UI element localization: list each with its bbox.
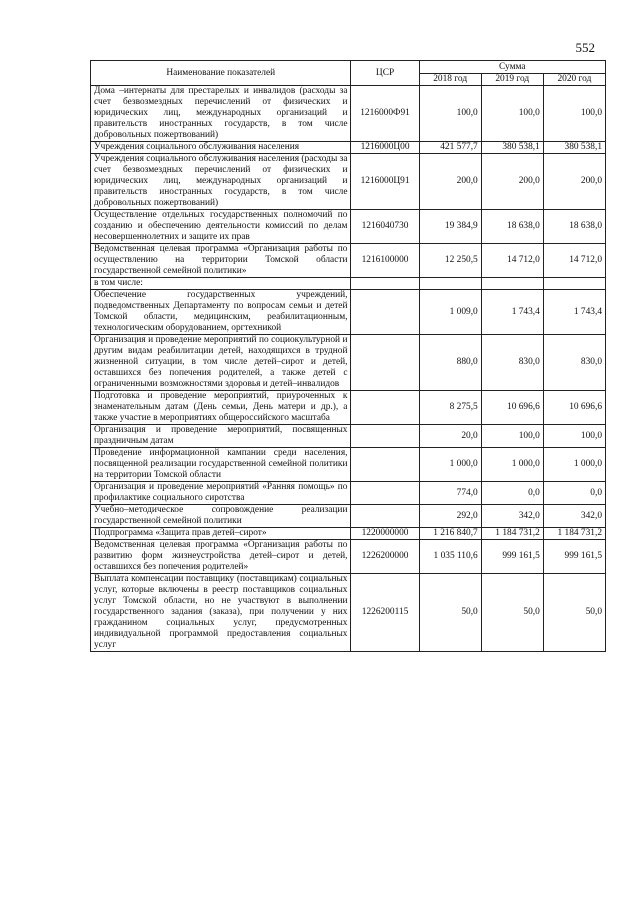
row-name: Проведение информационной кампании среди населения, посвященной реализации государственной семейной политики на территории Томской области [91,448,351,482]
row-name: Организация и проведение мероприятий, посвященных праздничным датам [91,425,351,448]
row-value-2018: 1 216 840,7 [419,528,481,540]
table-row [91,244,606,278]
row-csr: 1216100000 [351,244,419,278]
row-name: Учреждения социального обслуживания населения [91,142,351,154]
row-value-2020: 830,0 [543,335,605,391]
row-csr [351,335,419,391]
header-year-2020: 2020 год [543,74,605,86]
row-value-2018: 880,0 [419,335,481,391]
row-value-2019: 50,0 [481,574,543,652]
row-value-2020: 999 161,5 [543,540,605,574]
row-value-2020: 1 743,4 [543,290,605,335]
row-csr: 1216000Ц91 [351,154,419,210]
row-value-2020: 18 638,0 [543,210,605,244]
row-csr: 1216000Ф91 [351,86,419,142]
table-row [91,574,606,652]
table-row [91,278,606,290]
row-value-2019: 18 638,0 [481,210,543,244]
row-value-2020: 342,0 [543,505,605,528]
table-row [91,335,606,391]
row-name: Организация и проведение мероприятий по социокультурной и другим видам реабилитации детей, находящихся в трудной жизненной ситуации, в том числе детей–сирот и детей, оставшихся без попечения родителей, а также детей с ограниченными возможностями здоровья и детей–инвалидов [91,335,351,391]
table-row [91,290,606,335]
row-name: Дома –интернаты для престарелых и инвалидов (расходы за счет безвозмездных перечислений от физических и юридических лиц, международных организаций и правительств иностранных государств, в том числе добровольных пожертвований) [91,86,351,142]
row-csr [351,482,419,505]
row-value-2019: 100,0 [481,86,543,142]
row-name: Обеспечение государственных учреждений, подведомственных Департаменту по вопросам семьи и детей Томской области, медицинским, реабилитационным, технологическим оборудованием, оргтехникой [91,290,351,335]
row-value-2019: 1 000,0 [481,448,543,482]
row-value-2018: 421 577,7 [419,142,481,154]
row-value-2018: 100,0 [419,86,481,142]
row-name: Организация и проведение мероприятий «Ранняя помощь» по профилактике социального сиротства [91,482,351,505]
row-value-2018: 1 035 110,6 [419,540,481,574]
row-value-2019: 1 743,4 [481,290,543,335]
row-value-2020: 380 538,1 [543,142,605,154]
row-value-2020 [543,278,605,290]
row-name: Выплата компенсации поставщику (поставщикам) социальных услуг, которые включены в реестр поставщиков социальных услуг Томской области, но не участвуют в выполнении государственного задания (заказа), при получении у них гражданином социальных услуг, предусмотренных индивидуальной программой предоставления социальных услуг [91,574,351,652]
header-name: Наименование показателей [91,61,351,86]
row-value-2018: 12 250,5 [419,244,481,278]
row-value-2019 [481,278,543,290]
row-value-2020: 1 184 731,2 [543,528,605,540]
header-sum: Сумма [419,61,605,74]
row-value-2020: 200,0 [543,154,605,210]
row-csr [351,505,419,528]
row-name: Подпрограмма «Защита прав детей–сирот» [91,528,351,540]
header-year-2018: 2018 год [419,74,481,86]
row-value-2019: 1 184 731,2 [481,528,543,540]
row-name: Учебно–методическое сопровождение реализации государственной семейной политики [91,505,351,528]
row-value-2018: 20,0 [419,425,481,448]
table-row [91,540,606,574]
row-csr [351,448,419,482]
row-value-2018: 1 000,0 [419,448,481,482]
table-row [91,448,606,482]
row-value-2019: 10 696,6 [481,391,543,425]
row-value-2018: 8 275,5 [419,391,481,425]
row-value-2020: 50,0 [543,574,605,652]
row-csr: 1216040730 [351,210,419,244]
row-value-2020: 0,0 [543,482,605,505]
row-value-2020: 100,0 [543,86,605,142]
row-value-2019: 380 538,1 [481,142,543,154]
table-header [91,61,606,86]
row-value-2019: 100,0 [481,425,543,448]
row-value-2019: 830,0 [481,335,543,391]
table-row [91,482,606,505]
table-row [91,528,606,540]
row-value-2018: 1 009,0 [419,290,481,335]
row-value-2020: 14 712,0 [543,244,605,278]
table-row [91,391,606,425]
row-name: Учреждения социального обслуживания населения (расходы за счет безвозмездных перечислений от физических и юридических лиц, международных организаций и правительств иностранных государств, в том числе добровольных пожертвований) [91,154,351,210]
table-row [91,86,606,142]
table-body [91,86,606,652]
table-row [91,425,606,448]
table-row [91,210,606,244]
row-csr [351,425,419,448]
budget-table [90,60,606,652]
row-value-2019: 0,0 [481,482,543,505]
row-name: Осуществление отдельных государственных полномочий по созданию и обеспечению деятельности комиссий по делам несовершеннолетних и защите их прав [91,210,351,244]
row-value-2018: 774,0 [419,482,481,505]
row-name: в том числе: [91,278,351,290]
row-value-2020: 100,0 [543,425,605,448]
table-row [91,505,606,528]
row-value-2020: 10 696,6 [543,391,605,425]
row-csr [351,391,419,425]
row-csr: 1226200115 [351,574,419,652]
row-value-2018: 200,0 [419,154,481,210]
header-csr: ЦСР [351,61,419,86]
table-row [91,142,606,154]
row-name: Подготовка и проведение мероприятий, приуроченных к знаменательным датам (День семьи, День матери и др.), а также участие в мероприятиях общероссийского масштаба [91,391,351,425]
row-value-2018: 50,0 [419,574,481,652]
row-value-2018: 292,0 [419,505,481,528]
row-name: Ведомственная целевая программа «Организация работы по осуществлению на территории Томской области государственной семейной политики» [91,244,351,278]
page-number: 552 [575,40,595,55]
row-name: Ведомственная целевая программа «Организация работы по развитию форм жизнеустройства детей–сирот и детей, оставшихся без попечения родителей» [91,540,351,574]
row-csr [351,290,419,335]
header-year-2019: 2019 год [481,74,543,86]
row-csr: 1226200000 [351,540,419,574]
row-value-2018 [419,278,481,290]
row-value-2019: 999 161,5 [481,540,543,574]
row-value-2020: 1 000,0 [543,448,605,482]
table-row [91,154,606,210]
row-csr [351,278,419,290]
row-csr: 1216000Ц00 [351,142,419,154]
row-csr: 1220000000 [351,528,419,540]
row-value-2019: 342,0 [481,505,543,528]
row-value-2019: 200,0 [481,154,543,210]
row-value-2019: 14 712,0 [481,244,543,278]
row-value-2018: 19 384,9 [419,210,481,244]
